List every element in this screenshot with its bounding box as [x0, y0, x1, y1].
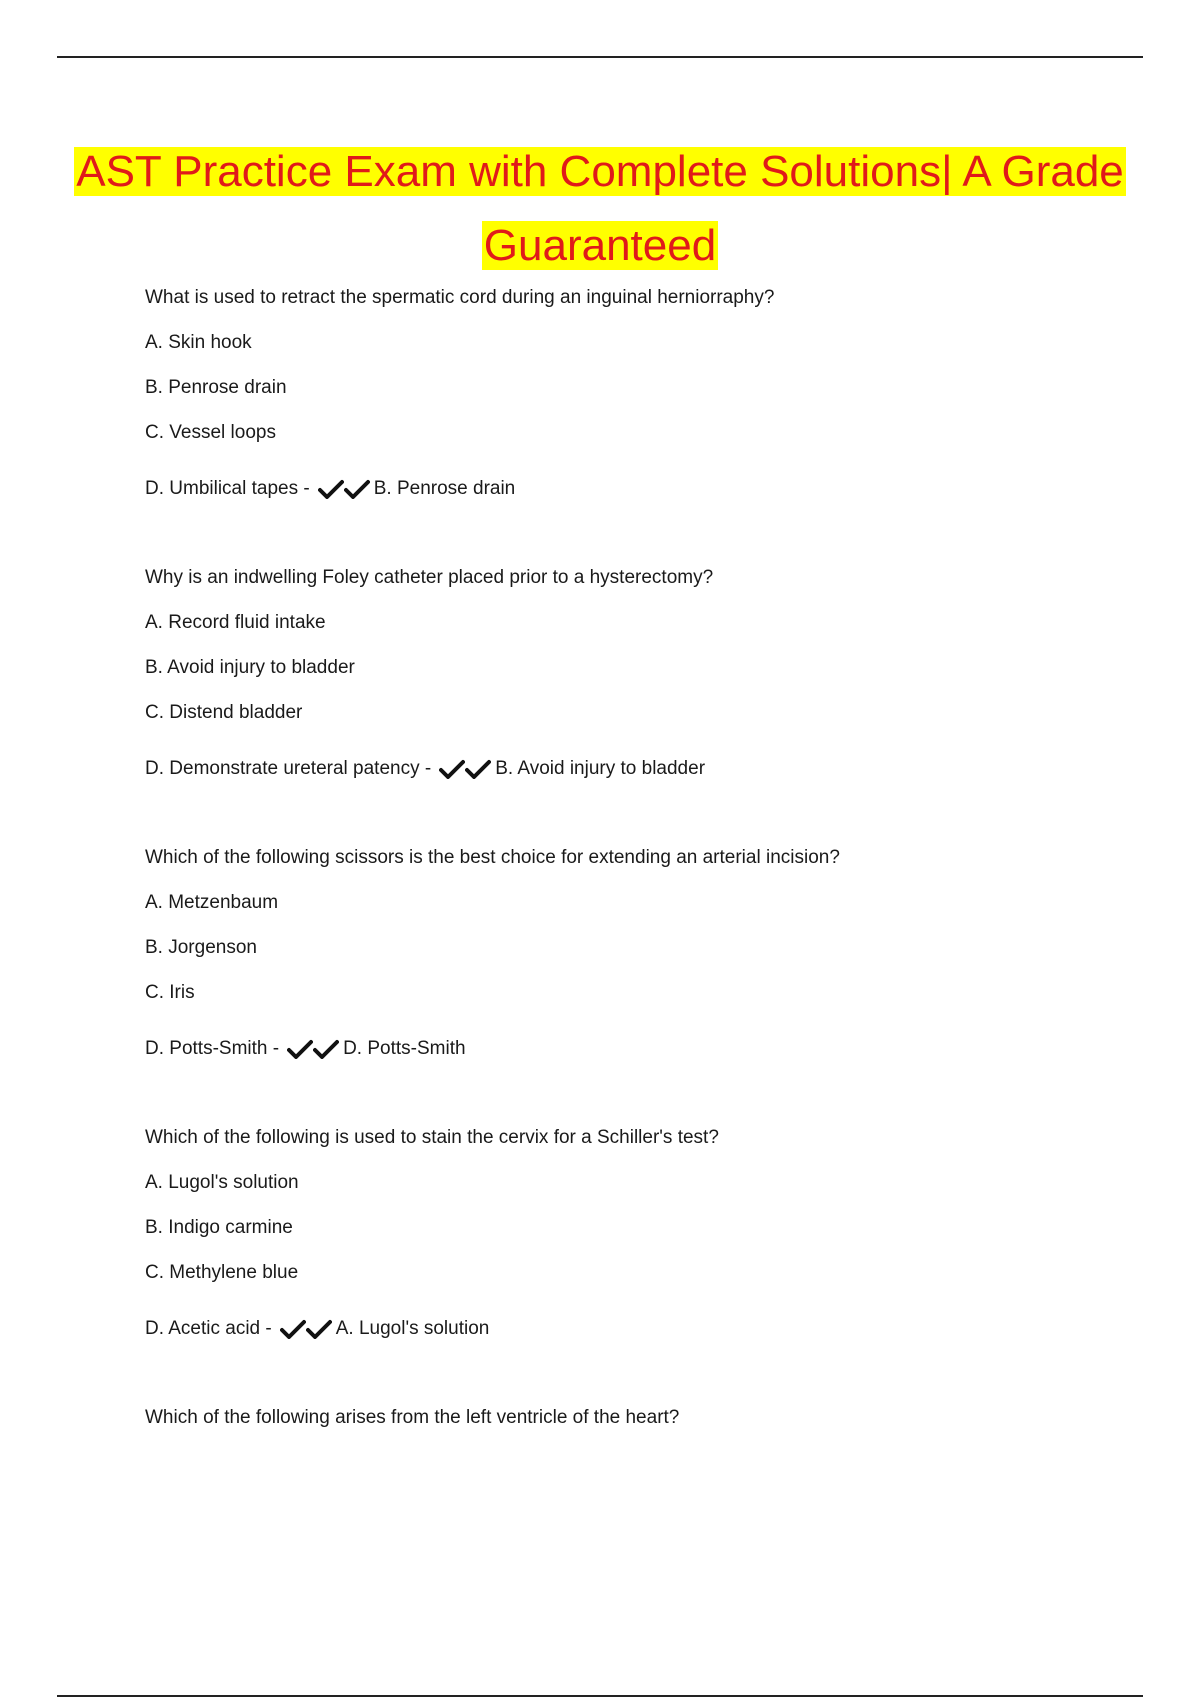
- check-icon: [318, 479, 344, 499]
- question-text: Which of the following is used to stain the cervix for a Schiller's test?: [145, 1127, 719, 1148]
- document-title-wrap: [0, 140, 1200, 288]
- correct-answer: B. Penrose drain: [373, 477, 516, 499]
- check-icon: [306, 1319, 332, 1339]
- check-icon: [439, 759, 465, 779]
- check-icon: [344, 479, 370, 499]
- question-text: Why is an indwelling Foley catheter placed prior to a hysterectomy?: [145, 567, 714, 588]
- answer-checkmarks: [287, 1039, 339, 1059]
- document-title: AST Practice Exam with Complete Solutions| A Grade Guaranteed: [76, 147, 1124, 270]
- question-text: What is used to retract the spermatic cord during an inguinal herniorraphy?: [145, 287, 775, 308]
- question-text: Which of the following arises from the left ventricle of the heart?: [145, 1407, 680, 1428]
- option-b: B. Indigo carmine: [145, 1217, 293, 1238]
- option-a: A. Skin hook: [145, 332, 252, 353]
- bottom-rule: [57, 1695, 1143, 1697]
- option-a: A. Record fluid intake: [145, 612, 326, 633]
- option-a: A. Metzenbaum: [145, 892, 279, 913]
- question-block: [145, 1406, 1125, 1451]
- check-icon: [313, 1039, 339, 1059]
- question-block: [145, 846, 1125, 1071]
- option-d: D. Umbilical tapes -: [145, 477, 310, 499]
- option-c: C. Distend bladder: [145, 702, 303, 723]
- option-d-with-answer: [145, 1026, 1125, 1071]
- answer-checkmarks: [280, 1319, 332, 1339]
- check-icon: [287, 1039, 313, 1059]
- option-d: D. Demonstrate ureteral patency -: [145, 757, 432, 779]
- option-d: D. Potts-Smith -: [145, 1037, 280, 1059]
- option-b: B. Jorgenson: [145, 937, 257, 958]
- check-icon: [465, 759, 491, 779]
- option-d-with-answer: [145, 466, 1125, 511]
- option-b: B. Avoid injury to bladder: [145, 657, 355, 678]
- option-c: C. Vessel loops: [145, 422, 276, 443]
- check-icon: [280, 1319, 306, 1339]
- option-c: C. Iris: [145, 982, 195, 1003]
- top-rule: [57, 56, 1143, 58]
- option-d-with-answer: [145, 1306, 1125, 1351]
- correct-answer: D. Potts-Smith: [343, 1037, 466, 1059]
- option-d-with-answer: [145, 746, 1125, 791]
- answer-checkmarks: [439, 759, 491, 779]
- answer-checkmarks: [318, 479, 370, 499]
- option-c: C. Methylene blue: [145, 1262, 299, 1283]
- option-d: D. Acetic acid -: [145, 1317, 272, 1339]
- question-block: [145, 1126, 1125, 1351]
- correct-answer: A. Lugol's solution: [335, 1317, 490, 1339]
- question-block: [145, 566, 1125, 791]
- option-b: B. Penrose drain: [145, 377, 287, 398]
- option-a: A. Lugol's solution: [145, 1172, 299, 1193]
- question-text: Which of the following scissors is the best choice for extending an arterial incision?: [145, 847, 840, 868]
- question-block: [145, 286, 1125, 511]
- correct-answer: B. Avoid injury to bladder: [495, 757, 706, 779]
- question-list: [145, 286, 1125, 1451]
